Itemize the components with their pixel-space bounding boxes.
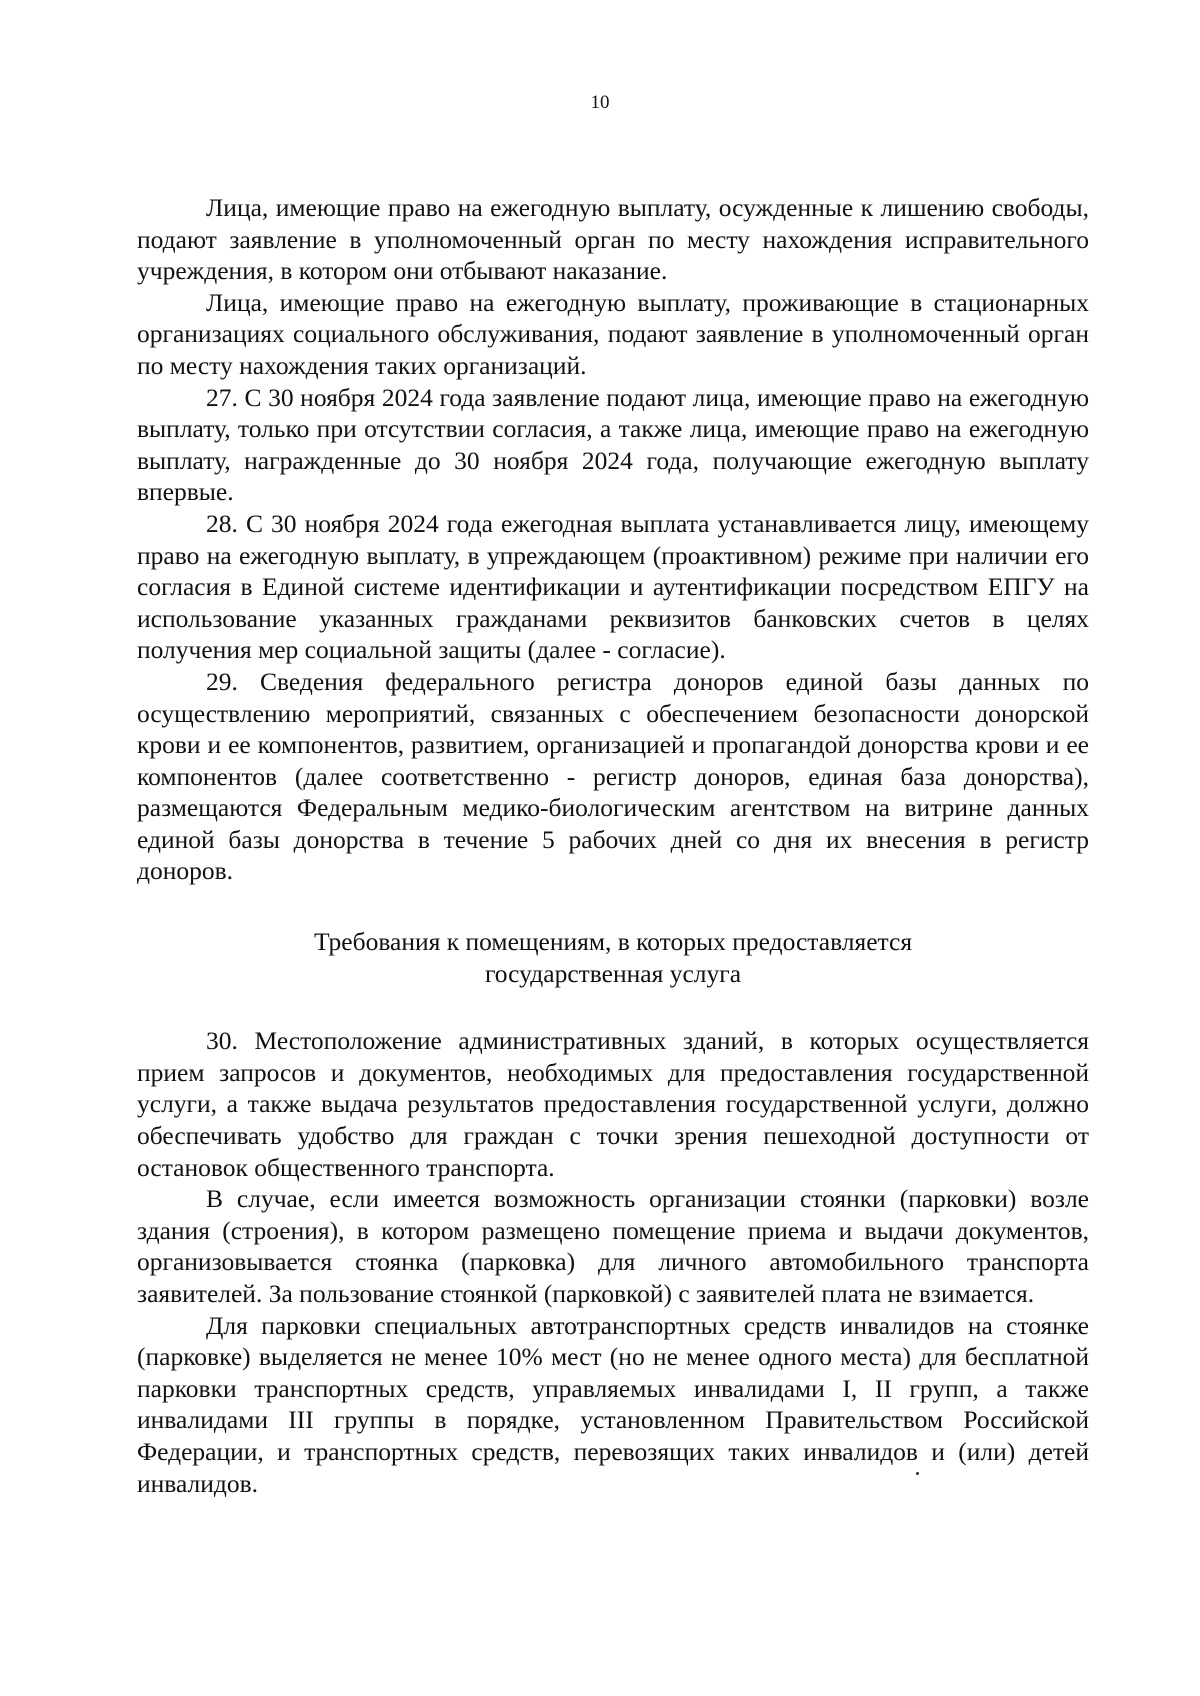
paragraph-item-29: 29. Сведения федерального регистра доноров единой базы данных по осуществлению мероприятий, связанных с обеспечением безопасности донорской крови и ее компонентов, развитием, организацией и пропагандой донорства крови и ее компонентов (далее соответственно - регистр доноров, единая база донорства), размещаются Федеральным медико-биологическим агентством на витрине данных единой базы донорства в течение 5 рабочих дней со дня их внесения в регистр доноров. bbox=[137, 666, 1089, 886]
paragraph-parking: В случае, если имеется возможность организации стоянки (парковки) возле здания (строения), в котором размещено помещение приема и выдачи документов, организовывается стоянка (парковка) для личного автомобильного транспорта заявителей. За пользование стоянкой (парковкой) с заявителей плата не взимается. bbox=[137, 1184, 1089, 1308]
document-body bbox=[137, 192, 1089, 1499]
paragraph-item-28: 28. С 30 ноября 2024 года ежегодная выплата устанавливается лицу, имеющему право на ежегодную выплату, в упреждающем (проактивном) режиме при наличии его согласия в Единой системе идентификации и аутентификации посредством ЕПГУ на использование указанных гражданами реквизитов банковских счетов в целях получения мер социальной защиты (далее - согласие). bbox=[137, 508, 1089, 665]
section-heading-line-1: Требования к помещениям, в которых предоставляется bbox=[313, 927, 913, 957]
paragraph-disabled-parking: Для парковки специальных автотранспортных средств инвалидов на стоянке (парковке) выделяется не менее 10% мест (но не менее одного места) для бесплатной парковки транспортных средств, управляемых инвалидами I, II групп, а также инвалидами III группы в порядке, установленном Правительством Российской Федерации, и транспортных средств, перевозящих таких инвалидов и (или) детей инвалидов. bbox=[137, 1310, 1089, 1498]
paragraph-convicts: Лица, имеющие право на ежегодную выплату, осужденные к лишению свободы, подают заявление в уполномоченный орган по месту нахождения исправительного учреждения, в котором они отбывают наказание. bbox=[137, 193, 1089, 286]
page-number: 10 bbox=[590, 92, 610, 113]
section-heading bbox=[137, 926, 1089, 989]
section-heading-line-2: государственная услуга bbox=[484, 958, 742, 988]
paragraph-item-30: 30. Местоположение административных зданий, в которых осуществляется прием запросов и документов, необходимых для предоставления государственной услуги, а также выдача результатов предоставления государственной услуги, должно обеспечивать удобство для граждан с точки зрения пешеходной доступности от остановок общественного транспорта. bbox=[137, 1026, 1089, 1182]
paragraph-item-27: 27. С 30 ноября 2024 года заявление подают лица, имеющие право на ежегодную выплату, только при отсутствии согласия, а также лица, имеющие право на ежегодную выплату, награжденные до 30 ноября 2024 года, получающие ежегодную выплату впервые. bbox=[137, 382, 1089, 507]
scan-speck bbox=[916, 1472, 919, 1475]
paragraph-stationary-organizations: Лица, имеющие право на ежегодную выплату, проживающие в стационарных организациях социального обслуживания, подают заявление в уполномоченный орган по месту нахождения таких организаций. bbox=[137, 287, 1089, 380]
